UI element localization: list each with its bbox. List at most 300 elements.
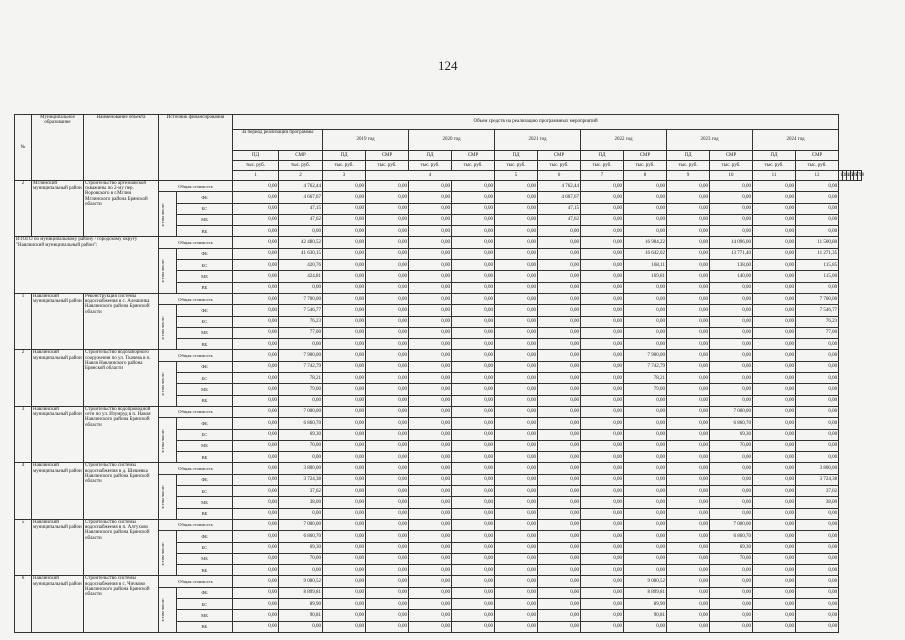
value-cell: 0,00 [581,226,624,237]
value-cell: 0,00 [233,542,279,553]
value-cell: 0,00 [581,497,624,508]
row-number: 6 [15,576,32,632]
value-cell: 0,00 [753,271,796,282]
including-label: в том числе: [160,541,165,566]
value-cell: 0,00 [279,395,323,406]
value-cell: 0,00 [538,598,581,609]
value-cell: 0,00 [495,452,538,463]
value-cell: 0,00 [233,327,279,338]
header-pd: ПД [495,151,538,161]
value-cell: 0,00 [495,395,538,406]
source-code: ФБ [177,418,233,429]
value-cell: 0,00 [581,531,624,542]
value-cell: 0,00 [323,181,366,192]
source-code: ВБ [177,339,233,350]
table-row [15,181,862,192]
value-cell: 0,00 [366,610,409,621]
value-cell: 0,00 [624,452,667,463]
value-cell: 0,00 [409,440,452,451]
header-unit: тыс. руб. [581,161,624,171]
including-label: в том числе: [160,485,165,509]
object-name: Строительство водозаборного сооружения по ул. Ткачева в п. Навля Навлинского района Брянской области [84,350,159,406]
source-total: Общая стоимость [159,181,233,192]
value-cell: 0,00 [667,553,710,564]
value-cell: 0,00 [409,542,452,553]
municipality-name: Навлинский муниципальный район [32,576,84,632]
value-cell: 0,00 [538,237,581,248]
value-cell: 0,00 [796,610,839,621]
value-cell: 424,81 [279,271,323,282]
value-cell: 0,00 [538,565,581,576]
value-cell: 0,00 [495,260,538,271]
row-number: 5 [15,519,32,575]
financing-table [14,114,865,633]
value-cell: 0,00 [667,486,710,497]
value-cell: 0,00 [366,248,409,259]
value-cell: 0,00 [233,316,279,327]
value-cell: 0,00 [452,373,495,384]
value-cell: 0,00 [495,486,538,497]
value-cell: 0,00 [710,226,753,237]
value-cell: 0,00 [667,373,710,384]
value-cell: 0,00 [796,576,839,587]
value-cell: 0,00 [667,361,710,372]
value-cell: 0,00 [366,531,409,542]
value-cell: 0,00 [624,406,667,417]
value-cell: 0,00 [710,486,753,497]
value-cell: 0,00 [796,452,839,463]
value-cell: 7 546,77 [279,305,323,316]
value-cell: 0,00 [538,395,581,406]
value-cell: 0,00 [233,463,279,474]
source-code: ФБ [177,192,233,203]
value-cell: 69,30 [710,542,753,553]
value-cell: 0,00 [495,237,538,248]
value-cell: 0,00 [233,237,279,248]
value-cell: 37,62 [796,486,839,497]
value-cell: 69,30 [279,542,323,553]
value-cell: 0,00 [366,282,409,293]
value-cell: 0,00 [452,327,495,338]
value-cell: 0,00 [624,519,667,530]
value-cell: 0,00 [323,260,366,271]
value-cell: 38,00 [279,497,323,508]
value-cell: 0,00 [452,519,495,530]
object-name: Строительство артезианской скважины по 2-му пер. Воровского в г.Мглин Мглинского района Брянской области [84,181,159,237]
value-cell: 0,00 [581,474,624,485]
value-cell: 0,00 [538,282,581,293]
value-cell: 0,00 [753,621,796,632]
value-cell: 0,00 [366,474,409,485]
header-column-number: 2 [279,171,323,181]
value-cell: 0,00 [452,271,495,282]
value-cell: 0,00 [452,339,495,350]
value-cell: 0,00 [624,305,667,316]
value-cell: 7 000,00 [710,519,753,530]
value-cell: 0,00 [538,339,581,350]
value-cell: 0,00 [581,621,624,632]
value-cell: 0,00 [624,316,667,327]
source-code: ФБ [177,474,233,485]
value-cell: 0,00 [409,576,452,587]
value-cell: 0,00 [581,373,624,384]
value-cell: 0,00 [538,474,581,485]
header-column-number: 17 [854,171,858,181]
value-cell: 0,00 [796,587,839,598]
value-cell: 6 860,70 [279,418,323,429]
value-cell: 7 000,00 [279,406,323,417]
value-cell: 0,00 [452,542,495,553]
source-code: ФБ [177,248,233,259]
value-cell: 0,00 [796,508,839,519]
value-cell: 8 899,81 [279,587,323,598]
value-cell: 0,00 [323,192,366,203]
value-cell: 0,00 [710,497,753,508]
value-cell: 7 700,00 [279,293,323,304]
value-cell: 0,00 [796,406,839,417]
value-cell: 0,00 [279,565,323,576]
value-cell: 0,00 [366,508,409,519]
value-cell: 0,00 [279,282,323,293]
source-code: МБ [177,214,233,225]
header-municipality: Муниципальное образование [32,115,84,181]
header-column-number: 10 [710,171,753,181]
value-cell: 4 667,67 [279,192,323,203]
value-cell: 47,62 [538,214,581,225]
value-cell: 3 800,00 [279,463,323,474]
value-cell: 0,00 [452,452,495,463]
value-cell: 0,00 [452,248,495,259]
value-cell: 7 546,77 [796,305,839,316]
value-cell: 0,00 [323,214,366,225]
value-cell: 90,81 [624,610,667,621]
header-column-number: 7 [581,171,624,181]
value-cell: 0,00 [495,531,538,542]
value-cell: 0,00 [452,214,495,225]
header-pd: ПД [667,151,710,161]
value-cell: 169,81 [624,271,667,282]
value-cell: 0,00 [495,508,538,519]
row-number: 4 [15,463,32,519]
value-cell: 0,00 [753,418,796,429]
value-cell: 0,00 [796,598,839,609]
value-cell: 0,00 [366,237,409,248]
header-year-2022: 2022 год [581,130,667,151]
value-cell: 138,60 [710,260,753,271]
value-cell: 0,00 [323,203,366,214]
value-cell: 0,00 [796,440,839,451]
value-cell: 0,00 [581,429,624,440]
value-cell: 0,00 [710,350,753,361]
value-cell: 0,00 [667,327,710,338]
source-code: ФБ [177,361,233,372]
header-smr: СМР [538,151,581,161]
value-cell: 0,00 [495,282,538,293]
value-cell: 0,00 [366,576,409,587]
value-cell: 0,00 [323,542,366,553]
value-cell: 0,00 [581,271,624,282]
value-cell: 0,00 [753,260,796,271]
value-cell: 0,00 [366,361,409,372]
value-cell: 4 667,67 [538,192,581,203]
municipality-name: Мглинский муниципальный район [32,181,84,237]
including-label-cell [159,474,177,519]
value-cell: 0,00 [581,260,624,271]
value-cell: 0,00 [753,226,796,237]
value-cell: 0,00 [366,339,409,350]
value-cell: 0,00 [366,305,409,316]
table-row [15,463,862,474]
table-row [15,293,862,304]
value-cell: 0,00 [581,339,624,350]
value-cell: 0,00 [710,384,753,395]
value-cell: 0,00 [495,418,538,429]
value-cell: 0,00 [667,429,710,440]
value-cell: 0,00 [323,587,366,598]
source-code: БС [177,203,233,214]
including-label-cell [159,531,177,576]
header-pd: ПД [581,151,624,161]
value-cell: 0,00 [753,327,796,338]
value-cell: 0,00 [753,248,796,259]
value-cell: 0,00 [710,373,753,384]
value-cell: 0,00 [538,384,581,395]
source-code: БС [177,373,233,384]
value-cell: 0,00 [409,553,452,564]
value-cell: 0,00 [323,293,366,304]
header-unit: тыс. руб. [495,161,538,171]
value-cell: 0,00 [538,248,581,259]
value-cell: 0,00 [624,565,667,576]
value-cell: 0,00 [233,214,279,225]
value-cell: 0,00 [495,192,538,203]
value-cell: 0,00 [710,610,753,621]
value-cell: 0,00 [753,531,796,542]
value-cell: 0,00 [710,565,753,576]
value-cell: 115,00 [796,271,839,282]
value-cell: 7 000,00 [279,519,323,530]
value-cell: 0,00 [409,271,452,282]
value-cell: 0,00 [366,598,409,609]
value-cell: 0,00 [452,429,495,440]
value-cell: 78,21 [624,373,667,384]
value-cell: 0,00 [538,316,581,327]
source-code: МБ [177,271,233,282]
value-cell: 0,00 [667,621,710,632]
value-cell: 14 096,00 [710,237,753,248]
value-cell: 11 271,35 [796,248,839,259]
value-cell: 0,00 [753,610,796,621]
including-label: в том числе: [160,372,165,396]
value-cell: 0,00 [667,214,710,225]
header-source: Источник финансирования [159,115,233,181]
header-column-number: 3 [323,171,366,181]
value-cell: 0,00 [323,452,366,463]
value-cell: 77,00 [796,327,839,338]
table-row [15,519,862,530]
source-code: ВБ [177,282,233,293]
value-cell: 0,00 [495,497,538,508]
value-cell: 0,00 [624,192,667,203]
value-cell: 0,00 [233,553,279,564]
including-label-cell [159,305,177,350]
value-cell: 0,00 [409,610,452,621]
including-label-cell [159,192,177,237]
value-cell: 0,00 [366,181,409,192]
value-cell: 0,00 [753,565,796,576]
header-prior-period: За период реализации программы [233,130,323,151]
value-cell: 0,00 [409,192,452,203]
value-cell: 0,00 [495,463,538,474]
value-cell: 0,00 [624,553,667,564]
value-cell: 0,00 [366,327,409,338]
header-smr: СМР [710,151,753,161]
value-cell: 0,00 [233,226,279,237]
value-cell: 0,00 [323,418,366,429]
value-cell: 0,00 [366,418,409,429]
including-label: в том числе: [160,598,165,622]
value-cell: 0,00 [409,181,452,192]
value-cell: 0,00 [667,406,710,417]
source-total: Общая стоимость [159,519,233,530]
value-cell: 0,00 [624,214,667,225]
value-cell: 0,00 [452,361,495,372]
value-cell: 0,00 [753,452,796,463]
value-cell: 0,00 [452,305,495,316]
value-cell: 0,00 [710,587,753,598]
value-cell: 0,00 [753,440,796,451]
header-unit: тыс. руб. [796,161,839,171]
source-code: БС [177,260,233,271]
value-cell: 0,00 [667,440,710,451]
value-cell: 78,21 [279,373,323,384]
value-cell: 0,00 [233,598,279,609]
value-cell: 0,00 [366,621,409,632]
value-cell: 0,00 [624,282,667,293]
value-cell: 0,00 [710,327,753,338]
value-cell: 0,00 [366,192,409,203]
value-cell: 0,00 [667,531,710,542]
source-code: ФБ [177,531,233,542]
value-cell: 0,00 [753,463,796,474]
value-cell: 0,00 [409,248,452,259]
value-cell: 0,00 [538,508,581,519]
value-cell: 0,00 [409,361,452,372]
value-cell: 0,00 [452,486,495,497]
value-cell: 0,00 [667,181,710,192]
value-cell: 0,00 [366,429,409,440]
value-cell: 0,00 [710,508,753,519]
value-cell: 0,00 [323,226,366,237]
value-cell: 0,00 [495,429,538,440]
value-cell: 0,00 [452,576,495,587]
value-cell: 0,00 [366,373,409,384]
value-cell: 0,00 [581,237,624,248]
value-cell: 0,00 [409,406,452,417]
value-cell: 0,00 [753,361,796,372]
value-cell: 0,00 [366,553,409,564]
value-cell: 8 899,81 [624,587,667,598]
value-cell: 0,00 [366,395,409,406]
value-cell: 0,00 [667,226,710,237]
value-cell: 0,00 [409,474,452,485]
value-cell: 0,00 [495,610,538,621]
value-cell: 0,00 [233,497,279,508]
value-cell: 0,00 [452,260,495,271]
value-cell: 0,00 [753,214,796,225]
value-cell: 0,00 [538,553,581,564]
header-column-number: 14 [842,171,846,181]
source-total: Общая стоимость [159,463,233,474]
object-name: Реконструкция системы водоснабжения в с. Алешинка Навлинского района Брянской области [84,293,159,349]
value-cell: 0,00 [624,440,667,451]
value-cell: 0,00 [710,463,753,474]
value-cell: 0,00 [409,327,452,338]
including-label: в том числе: [160,315,165,340]
value-cell: 0,00 [323,237,366,248]
value-cell: 0,00 [538,260,581,271]
value-cell: 0,00 [667,305,710,316]
value-cell: 0,00 [323,350,366,361]
value-cell: 0,00 [409,214,452,225]
value-cell: 0,00 [667,260,710,271]
value-cell: 0,00 [753,293,796,304]
header-column-number: 5 [495,171,538,181]
source-total: Общая стоимость [159,406,233,417]
value-cell: 0,00 [710,361,753,372]
value-cell: 0,00 [710,293,753,304]
value-cell: 0,00 [495,384,538,395]
value-cell: 0,00 [495,587,538,598]
value-cell: 16 984,22 [624,237,667,248]
value-cell: 0,00 [753,237,796,248]
value-cell: 0,00 [233,271,279,282]
value-cell: 0,00 [323,486,366,497]
value-cell: 9 080,52 [279,576,323,587]
value-cell: 0,00 [366,486,409,497]
value-cell: 0,00 [495,339,538,350]
value-cell: 0,00 [495,519,538,530]
value-cell: 0,00 [753,474,796,485]
value-cell: 0,00 [452,203,495,214]
value-cell: 0,00 [233,373,279,384]
including-label-cell [159,587,177,632]
value-cell: 0,00 [452,282,495,293]
value-cell: 0,00 [753,598,796,609]
source-total: Общая стоимость [159,293,233,304]
value-cell: 0,00 [452,587,495,598]
value-cell: 0,00 [710,305,753,316]
value-cell: 0,00 [667,519,710,530]
table-row [15,576,862,587]
value-cell: 0,00 [667,248,710,259]
value-cell: 0,00 [233,418,279,429]
value-cell: 0,00 [409,587,452,598]
value-cell: 0,00 [233,440,279,451]
value-cell: 0,00 [409,531,452,542]
value-cell: 0,00 [624,486,667,497]
value-cell: 0,00 [323,406,366,417]
value-cell: 0,00 [495,621,538,632]
object-name: Строительство системы водоснабжения в с. Чичково Навлинского района Брянской области [84,576,159,632]
value-cell: 0,00 [495,474,538,485]
value-cell: 0,00 [495,226,538,237]
value-cell: 0,00 [710,576,753,587]
value-cell: 0,00 [538,587,581,598]
value-cell: 0,00 [796,565,839,576]
value-cell: 0,00 [581,418,624,429]
value-cell: 0,00 [538,293,581,304]
